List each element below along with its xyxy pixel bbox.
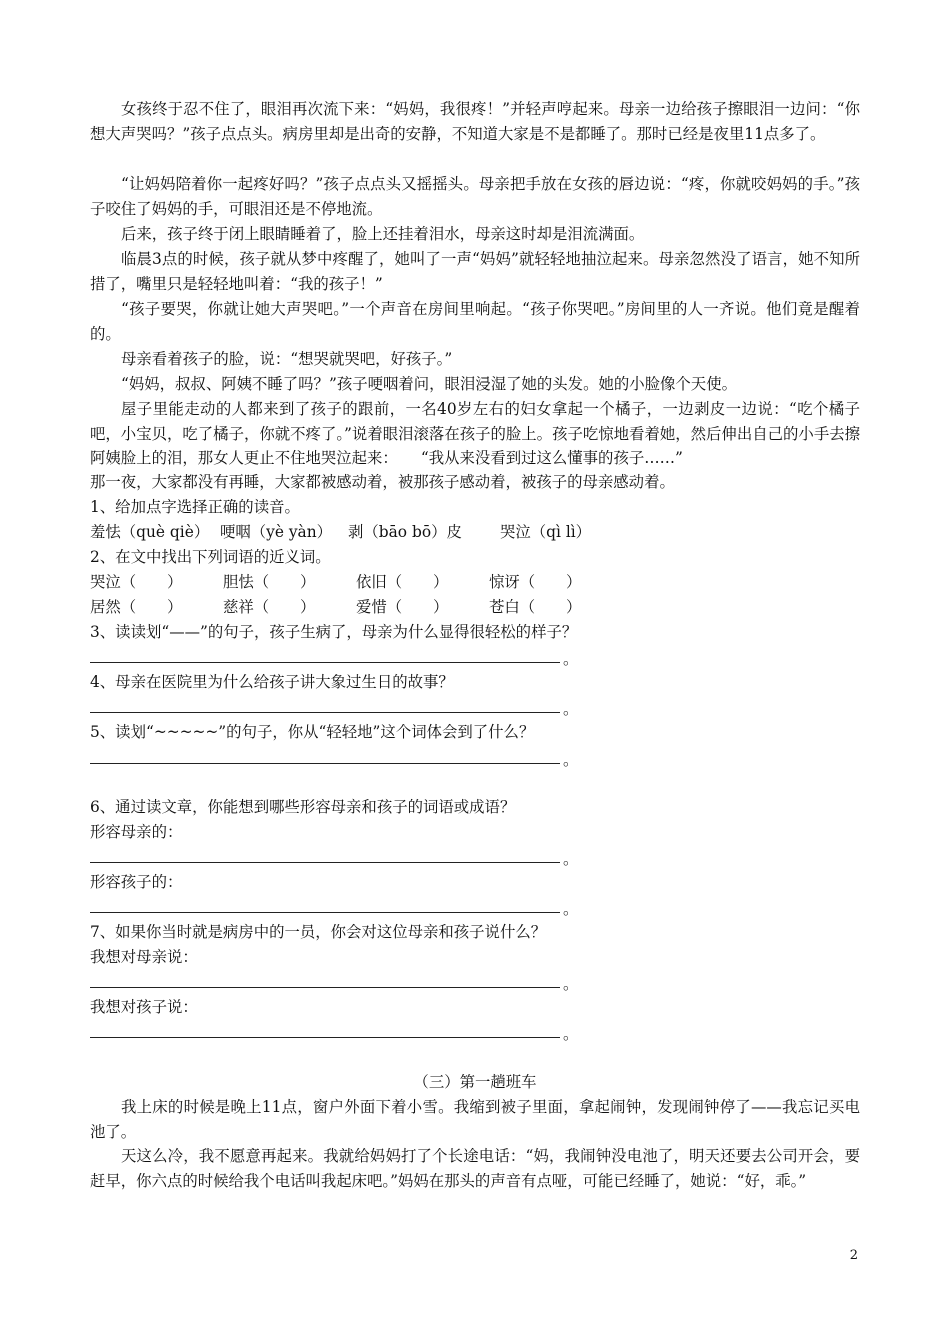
question-6: 6、通过读文章，你能想到哪些形容母亲和孩子的词语或成语？ <box>90 798 516 816</box>
story-paragraph: “让妈妈陪着你一起疼好吗？”孩子点点头又摇摇头。母亲把手放在女孩的唇边说：“疼，你就咬妈妈的手。”孩子咬住了妈妈的手，可眼泪还是不停地流。 <box>90 175 860 218</box>
question-7-child-label: 我想对孩子说： <box>90 998 198 1016</box>
synonym-item: 苍白（ ） <box>489 598 582 616</box>
story-paragraph: “妈妈，叔叔、阿姨不睡了吗？”孩子哽咽着问，眼泪浸湿了她的头发。她的小脸像个天使。 <box>121 375 737 393</box>
pinyin-option: 哽咽（yè yàn） <box>220 523 333 541</box>
answer-end-mark: 。 <box>563 900 579 918</box>
story-closing: 那一夜，大家都没有再睡，大家都被感动着，被那孩子感动着，被孩子的母亲感动着。 <box>90 473 675 491</box>
answer-line[interactable] <box>90 763 560 764</box>
question-7-mother-label: 我想对母亲说： <box>90 948 198 966</box>
story-paragraph: 后来，孩子终于闭上眼睛睡着了，脸上还挂着泪水，母亲这时却是泪流满面。 <box>121 225 645 243</box>
question-6-child-label: 形容孩子的： <box>90 873 183 891</box>
synonym-row <box>90 595 581 619</box>
section-paragraph: 我上床的时候是晚上11点，窗户外面下着小雪。我缩到被子里面，拿起闹钟，发现闹钟停了——我忘记买电池了。 <box>90 1098 860 1141</box>
synonym-item: 爱惜（ ） <box>356 598 449 616</box>
answer-line[interactable] <box>90 912 560 913</box>
question-3: 3、读读划“——”的句子，孩子生病了，母亲为什么显得很轻松的样子？ <box>90 623 578 641</box>
story-paragraph: 女孩终于忍不住了，眼泪再次流下来：“妈妈，我很疼！”并轻声哼起来。母亲一边给孩子擦眼泪一边问：“你想大声哭吗？”孩子点点头。病房里却是出奇的安静，不知道大家是不是都睡了。那时已经是夜里11点多了。 <box>90 100 860 143</box>
synonym-item: 居然（ ） <box>90 598 183 616</box>
question-1: 1、给加点字选择正确的读音。 <box>90 498 300 516</box>
pinyin-option: 哭泣（qì lì） <box>500 523 592 541</box>
synonym-item: 惊讶（ ） <box>489 573 582 591</box>
page-number: 2 <box>849 1248 858 1263</box>
synonym-item: 慈祥（ ） <box>223 598 316 616</box>
answer-line[interactable] <box>90 987 560 988</box>
answer-end-mark: 。 <box>563 975 579 993</box>
story-paragraph: 临晨3点的时候，孩子就从梦中疼醒了，她叫了一声“妈妈”就轻轻地抽泣起来。母亲忽然没了语言，她不知所措了，嘴里只是轻轻地叫着：“我的孩子！” <box>90 250 860 293</box>
question-6-mother-label: 形容母亲的： <box>90 823 183 841</box>
synonym-item: 哭泣（ ） <box>90 573 183 591</box>
answer-end-mark: 。 <box>563 1025 579 1043</box>
story-paragraph: 母亲看着孩子的脸，说：“想哭就哭吧，好孩子。” <box>121 350 453 368</box>
section-title: （三）第一趟班车 <box>413 1073 537 1091</box>
question-5: 5、读划“~~~~~”的句子，你从“轻轻地”这个词体会到了什么？ <box>90 723 535 741</box>
synonym-item: 依旧（ ） <box>356 573 449 591</box>
answer-end-mark: 。 <box>563 700 579 718</box>
answer-line[interactable] <box>90 1037 560 1038</box>
answer-line[interactable] <box>90 862 560 863</box>
synonym-row <box>90 570 581 594</box>
answer-end-mark: 。 <box>563 751 579 769</box>
story-paragraph: “孩子要哭，你就让她大声哭吧。”一个声音在房间里响起。“孩子你哭吧。”房间里的人一齐说。他们竟是醒着的。 <box>90 300 860 343</box>
story-paragraph: 屋子里能走动的人都来到了孩子的跟前，一名40岁左右的妇女拿起一个橘子，一边剥皮一边说：“吃个橘子吧，小宝贝，吃了橘子，你就不疼了。”说着眼泪滚落在孩子的脸上。孩子吃惊地看着她，然后伸出自己的小手去擦阿姨脸上的泪，那女人更止不住地哭泣起来： “我从来没看到过这么懂事的孩子……” <box>90 400 860 467</box>
section-paragraph: 天这么冷，我不愿意再起来。我就给妈妈打了个长途电话：“妈，我闹钟没电池了，明天还要去公司开会，要赶早，你六点的时候给我个电话叫我起床吧。”妈妈在那头的声音有点哑，可能已经睡了，她说：“好，乖。” <box>90 1147 860 1190</box>
answer-line[interactable] <box>90 712 560 713</box>
answer-end-mark: 。 <box>563 650 579 668</box>
question-1-options <box>90 520 591 544</box>
synonym-item: 胆怯（ ） <box>223 573 316 591</box>
pinyin-option: 剥（bāo bō）皮 <box>348 523 462 541</box>
answer-line[interactable] <box>90 662 560 663</box>
question-4: 4、母亲在医院里为什么给孩子讲大象过生日的故事？ <box>90 673 454 691</box>
pinyin-option: 羞怯（què qiè） <box>90 523 210 541</box>
question-7: 7、如果你当时就是病房中的一员，你会对这位母亲和孩子说什么？ <box>90 923 547 941</box>
question-2: 2、在文中找出下列词语的近义词。 <box>90 548 331 566</box>
answer-end-mark: 。 <box>563 850 579 868</box>
